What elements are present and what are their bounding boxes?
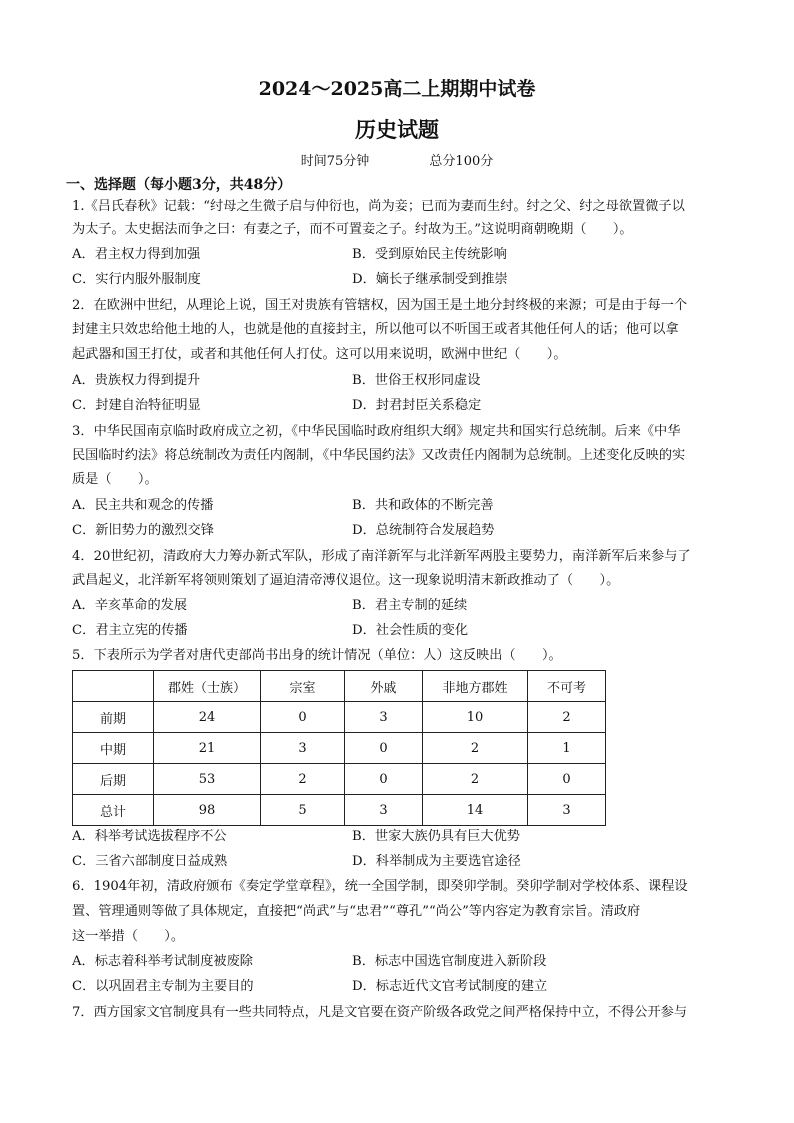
exam-meta <box>0 150 794 169</box>
exam-subject: 历史试题 <box>355 117 439 142</box>
table-header-cell <box>73 671 154 702</box>
q3-line-1: 3．中华民国南京临时政府成立之初，《中华民国临时政府组织大纲》规定共和国实行总统制。后来《中华 <box>72 424 681 439</box>
table-cell: 2 <box>528 702 606 733</box>
table-cell: 2 <box>261 764 345 795</box>
exam-title: 2024～2025高二上期期中试卷 <box>258 78 536 100</box>
table-header-cell: 非地方郡姓 <box>423 671 528 702</box>
q6-line-2: 置、管理通则等做了具体规定，直接把“尚武”与“忠君”“尊孔”“尚公”等内容定为教育宗旨。清政府 <box>72 904 641 919</box>
table-cell: 前期 <box>73 702 154 733</box>
q3-line-3: 质是（ ）。 <box>72 472 158 487</box>
q2-line-2: 封建主只效忠给他土地的人，也就是他的直接封主，所以他可以不听国王或者其他任何人的话；他可以拿 <box>72 322 679 337</box>
table-cell: 10 <box>423 702 528 733</box>
table-row <box>73 764 606 795</box>
q2-option-b[interactable]: B．世俗王权形同虚设 <box>352 373 481 388</box>
q2-option-a[interactable]: A．贵族权力得到提升 <box>72 373 201 388</box>
q1-option-c[interactable]: C．实行内服外服制度 <box>72 272 201 287</box>
table-cell: 3 <box>345 795 423 826</box>
table-header-cell: 外戚 <box>345 671 423 702</box>
q1-option-a[interactable]: A．君主权力得到加强 <box>72 247 201 262</box>
q4-option-a[interactable]: A．辛亥革命的发展 <box>72 598 188 613</box>
table-cell: 0 <box>345 764 423 795</box>
q3-option-b[interactable]: B．共和政体的不断完善 <box>352 498 494 513</box>
table-row <box>73 795 606 826</box>
q6-option-a[interactable]: A．标志着科举考试制度被废除 <box>72 954 253 969</box>
q2-option-d[interactable]: D．封君封臣关系稳定 <box>352 398 482 413</box>
table-cell: 3 <box>261 733 345 764</box>
table-row <box>73 702 606 733</box>
table-cell: 2 <box>423 764 528 795</box>
table-cell: 中期 <box>73 733 154 764</box>
q6-option-d[interactable]: D．标志近代文官考试制度的建立 <box>352 979 548 994</box>
table-header-cell: 郡姓（士族） <box>154 671 261 702</box>
q3-line-2: 民国临时约法》将总统制改为责任内阁制，《中华民国约法》又改责任内阁制为总统制。上述变化反映的实 <box>72 448 686 463</box>
q1-option-d[interactable]: D．嫡长子继承制受到推崇 <box>352 272 508 287</box>
q6-option-b[interactable]: B．标志中国选官制度进入新阶段 <box>352 954 547 969</box>
q5-option-a[interactable]: A．科举考试选拔程序不公 <box>72 829 227 844</box>
table-cell: 1 <box>528 733 606 764</box>
q1-line-2: 为太子。太史据法而争之曰：有妻之子，而不可置妾之子。纣故为王。”这说明商朝晚期（ ）。 <box>72 222 633 237</box>
q2-line-1: 2．在欧洲中世纪，从理论上说，国王对贵族有管辖权，因为国王是土地分封终极的来源；可是由于每一个 <box>72 298 688 313</box>
q2-option-c[interactable]: C．封建自治特征明显 <box>72 398 201 413</box>
q5-option-b[interactable]: B．世家大族仍具有巨大优势 <box>352 829 520 844</box>
q2-line-3: 起武器和国王打仗，或者和其他任何人打仗。这可以用来说明，欧洲中世纪（ ）。 <box>72 347 567 362</box>
exam-score: 总分100分 <box>429 154 494 169</box>
table-cell: 0 <box>345 733 423 764</box>
table-cell: 0 <box>261 702 345 733</box>
table-cell: 3 <box>528 795 606 826</box>
table-row <box>73 733 606 764</box>
table-cell: 98 <box>154 795 261 826</box>
exam-time: 时间75分钟 <box>300 154 370 169</box>
table-cell: 21 <box>154 733 261 764</box>
table-cell: 14 <box>423 795 528 826</box>
q6-line-3: 这一举措（ ）。 <box>72 929 185 944</box>
q4-line-2: 武昌起义，北洋新军将领则策划了逼迫清帝溥仪退位。这一现象说明清末新政推动了（ ）。 <box>72 573 620 588</box>
q3-option-d[interactable]: D．总统制符合发展趋势 <box>352 523 495 538</box>
q5-option-d[interactable]: D．科举制成为主要选官途径 <box>352 854 521 869</box>
q5-option-c[interactable]: C．三省六部制度日益成熟 <box>72 854 228 869</box>
q3-option-a[interactable]: A．民主共和观念的传播 <box>72 498 214 513</box>
q4-option-b[interactable]: B．君主专制的延续 <box>352 598 468 613</box>
q5-line-1: 5．下表所示为学者对唐代吏部尚书出身的统计情况（单位：人）这反映出（ ）。 <box>72 648 562 663</box>
stats-table <box>72 670 606 826</box>
table-header-row <box>73 671 606 702</box>
table-header-cell: 不可考 <box>528 671 606 702</box>
q4-line-1: 4．20世纪初，清政府大力筹办新式军队，形成了南洋新军与北洋新军两股主要势力，南洋新军后来参与了 <box>72 549 691 564</box>
q1-option-b[interactable]: B．受到原始民主传统影响 <box>352 247 507 262</box>
q6-line-1: 6．1904年初，清政府颁布《奏定学堂章程》，统一全国学制，即癸卯学制。癸卯学制对学校体系、课程设 <box>72 879 688 894</box>
table-cell: 0 <box>528 764 606 795</box>
table-cell: 后期 <box>73 764 154 795</box>
table-cell: 5 <box>261 795 345 826</box>
q1-line-1: 1.《吕氏春秋》记载：“纣母之生微子启与仲衍也，尚为妾；已而为妻而生纣。纣之父、纣之母欲置微子以 <box>72 199 685 214</box>
section-heading: 一、选择题（每小题3分，共48分） <box>66 177 292 193</box>
q6-option-c[interactable]: C．以巩固君主专制为主要目的 <box>72 979 254 994</box>
q7-line-1: 7．西方国家文官制度具有一些共同特点，凡是文官要在资产阶级各政党之间严格保持中立，不得公开参与 <box>72 1005 688 1020</box>
table-cell: 53 <box>154 764 261 795</box>
table-cell: 2 <box>423 733 528 764</box>
q4-option-c[interactable]: C．君主立宪的传播 <box>72 623 188 638</box>
q4-option-d[interactable]: D．社会性质的变化 <box>352 623 469 638</box>
table-cell: 3 <box>345 702 423 733</box>
table-cell: 总计 <box>73 795 154 826</box>
q3-option-c[interactable]: C．新旧势力的激烈交锋 <box>72 523 214 538</box>
table-header-cell: 宗室 <box>261 671 345 702</box>
table-cell: 24 <box>154 702 261 733</box>
